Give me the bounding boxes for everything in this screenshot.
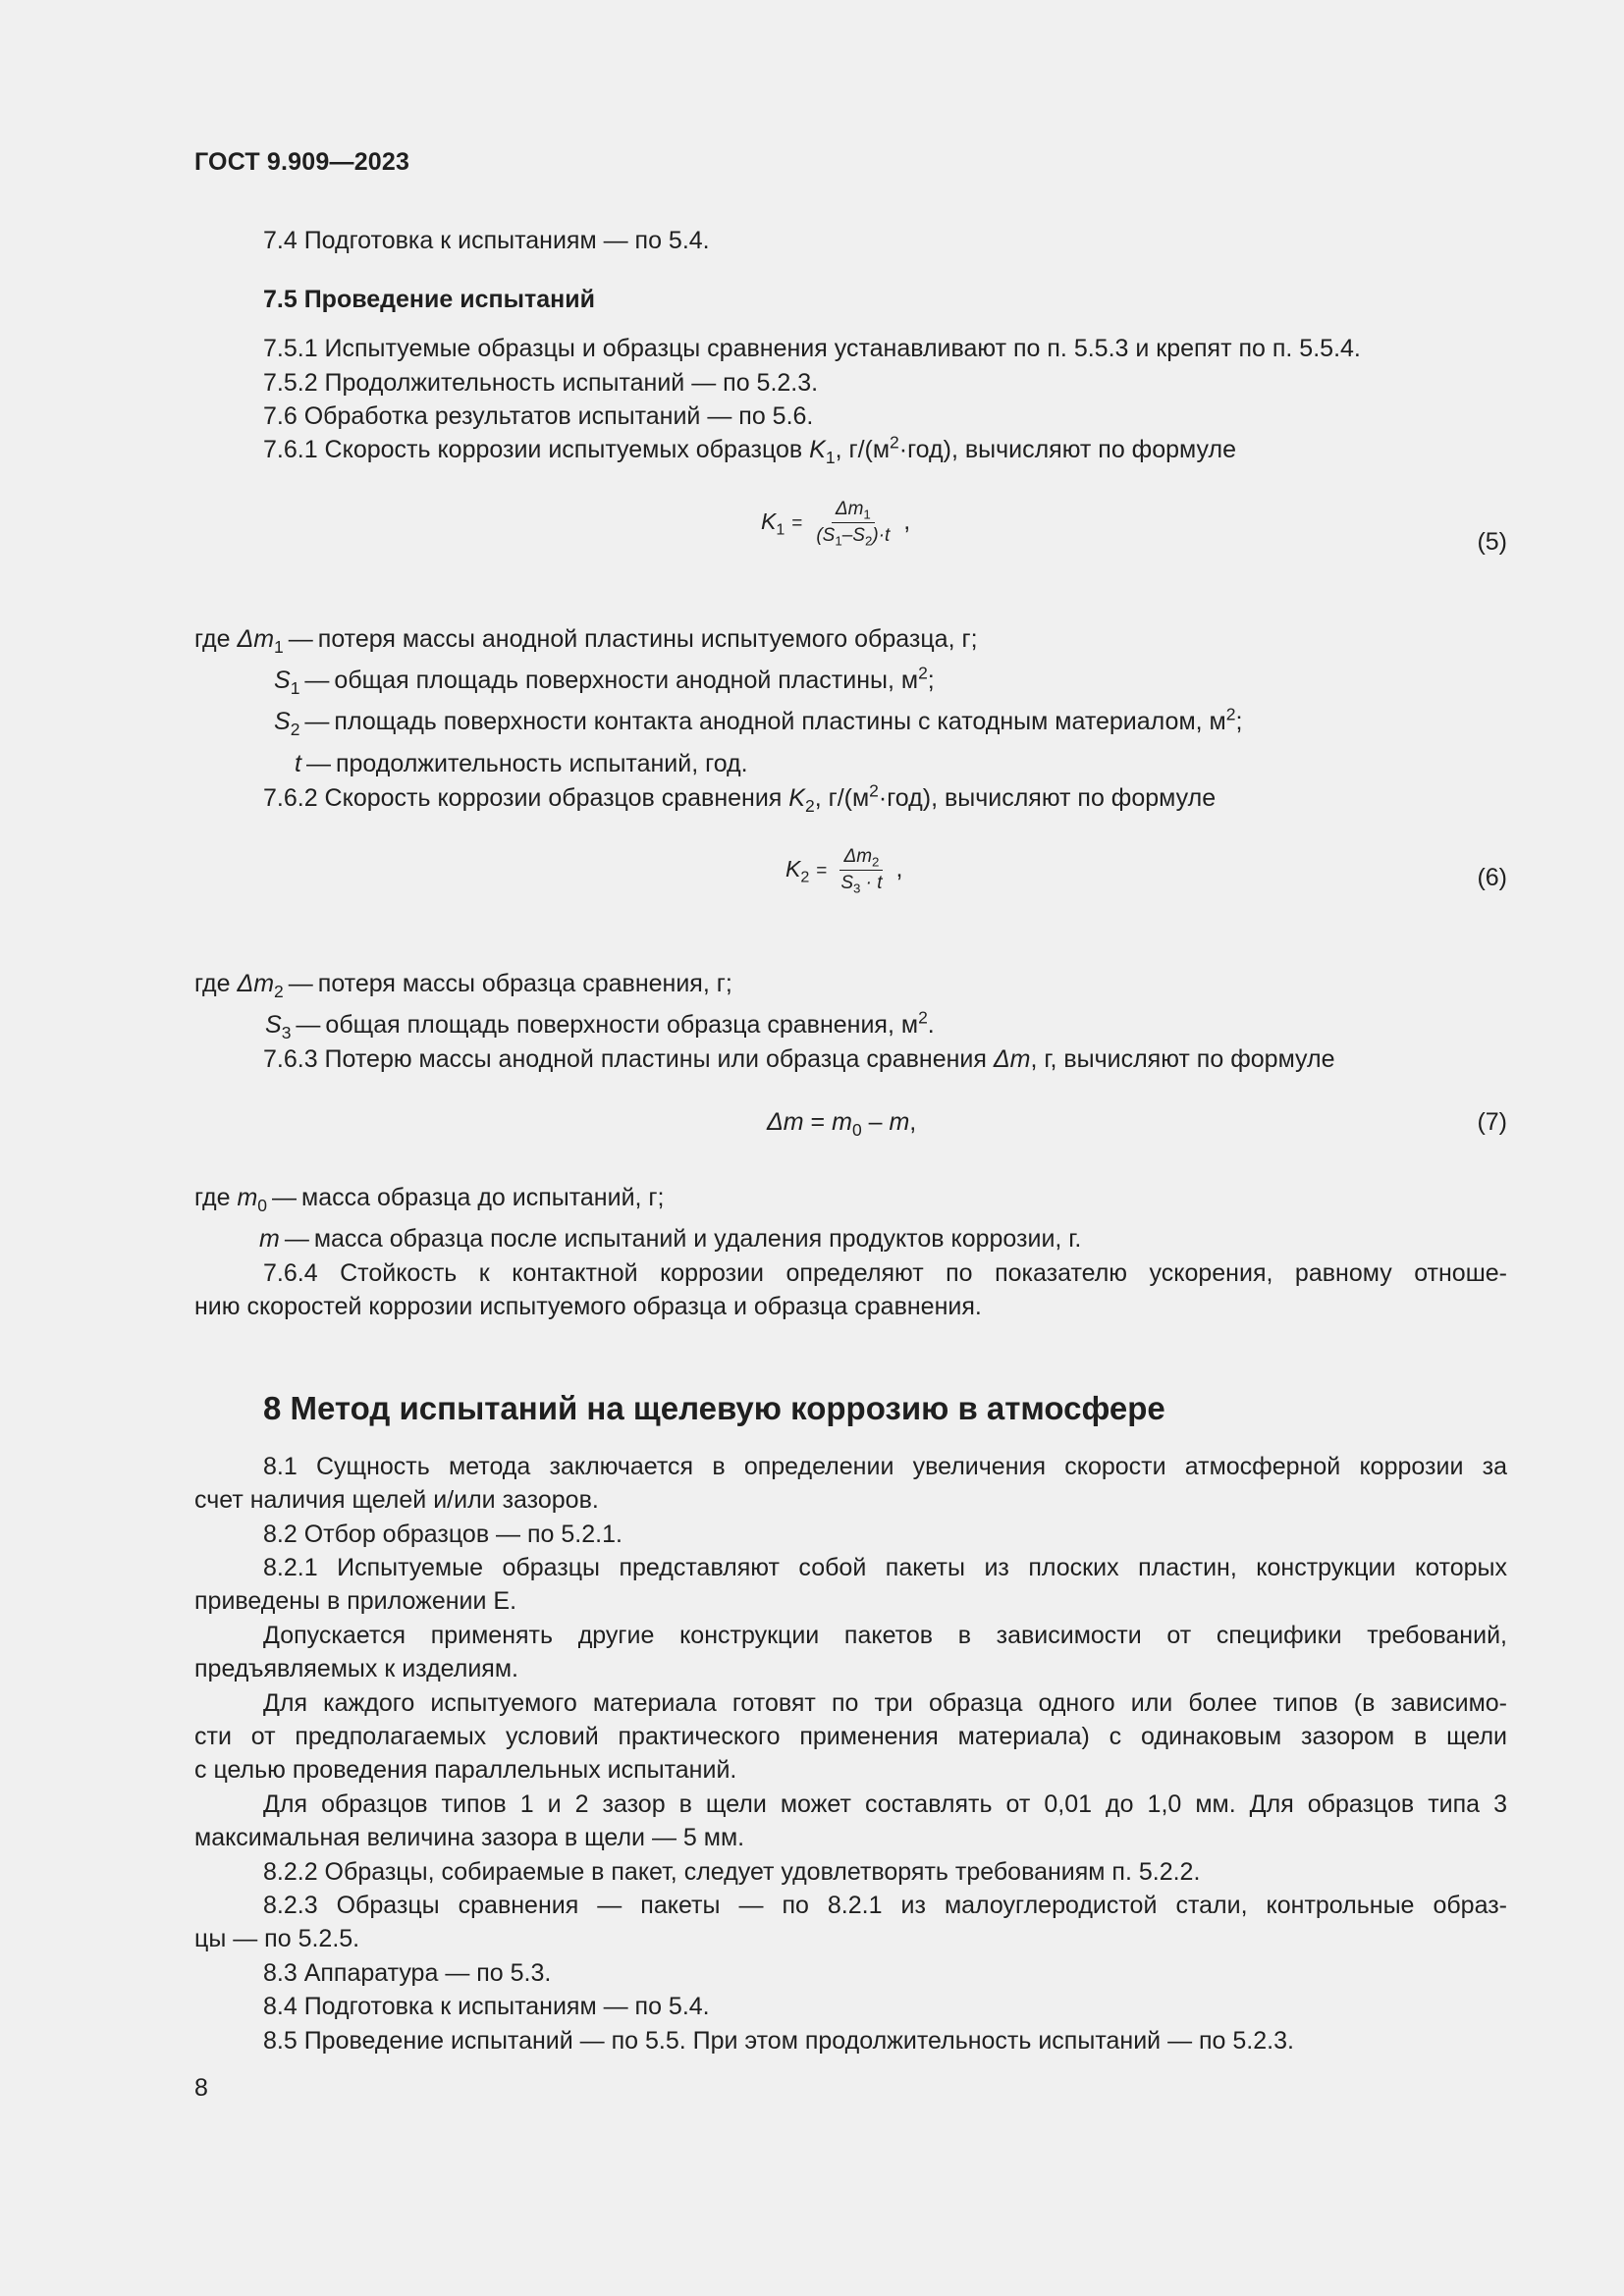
paragraph-each-line3: с целью проведения параллельных испытаний. [194, 1756, 737, 1784]
paragraph-7-5-2: 7.5.2 Продолжительность испытаний — по 5.2.3. [263, 369, 819, 397]
formula-5-fraction: $\frac{\Delta m_1}{(S_1-S_2)\cdot t}$ [816, 499, 891, 549]
where7-m0: где $m_0$ — масса образца до испытаний, г; [194, 1184, 665, 1216]
equation-number-6: (6) [1477, 864, 1507, 891]
paragraph-8-2-1-line1: 8.2.1 Испытуемые образцы представляют собой пакеты из плоских пластин, конструкции которых [263, 1554, 1507, 1581]
heading-7-5: 7.5 Проведение испытаний [263, 286, 595, 313]
formula-5: $K_1$ = $\frac{\Delta m_1}{(S_1-S_2)\cdot t}$ , [761, 499, 911, 549]
paragraph-7-4: 7.4 Подготовка к испытаниям — по 5.4. [263, 227, 710, 254]
formula-7: $\Delta m = m_0 - m$, [767, 1108, 917, 1141]
page-number: 8 [194, 2074, 208, 2102]
paragraph-7-6-3: 7.6.3 Потерю массы анодной пластины или образца сравнения Δm, г, вычисляют по формуле [263, 1045, 1335, 1073]
formula-6-fraction: $\frac{\Delta m_2}{S_3 \cdot t}$ [840, 846, 883, 896]
paragraph-allow-line2: предъявляемых к изделиям. [194, 1655, 518, 1682]
where6-s3: $S_3$ — общая площадь поверхности образца сравнения, $м^2$. [265, 1007, 935, 1043]
document-code-header: ГОСТ 9.909—2023 [194, 148, 410, 176]
paragraph-types-line1: Для образцов типов 1 и 2 зазор в щели может составлять от 0,01 до 1,0 мм. Для образцов типа 3 [263, 1790, 1507, 1818]
paragraph-8-4: 8.4 Подготовка к испытаниям — по 5.4. [263, 1993, 710, 2020]
where6-delta-m2: где $\Delta m_2$ — потеря массы образца сравнения, г; [194, 970, 732, 1002]
paragraph-7-6-4-line2: нию скоростей коррозии испытуемого образца и образца сравнения. [194, 1293, 982, 1320]
paragraph-types-line2: максимальная величина зазора в щели — 5 мм. [194, 1824, 745, 1851]
formula-6: $K_2$ = $\frac{\Delta m_2}{S_3 \cdot t}$ , [785, 846, 903, 896]
where5-t: t — продолжительность испытаний, год. [295, 750, 748, 777]
paragraph-8-2-2: 8.2.2 Образцы, собираемые в пакет, следует удовлетворять требованиям п. 5.2.2. [263, 1858, 1201, 1886]
paragraph-each-line1: Для каждого испытуемого материала готовят по три образца одного или более типов (в зависимо- [263, 1689, 1507, 1717]
where5-delta-m1: где $\Delta m_1$ — потеря массы анодной пластины испытуемого образца, г; [194, 625, 978, 658]
paragraph-7-6: 7.6 Обработка результатов испытаний — по 5.6. [263, 402, 814, 430]
paragraph-8-3: 8.3 Аппаратура — по 5.3. [263, 1959, 552, 1987]
paragraph-8-5: 8.5 Проведение испытаний — по 5.5. При этом продолжительность испытаний — по 5.2.3. [263, 2027, 1294, 2055]
paragraph-8-2-3-line1: 8.2.3 Образцы сравнения — пакеты — по 8.2.1 из малоуглеродистой стали, контрольные образ- [263, 1892, 1507, 1919]
paragraph-8-2-3-line2: цы — по 5.2.5. [194, 1925, 360, 1952]
paragraph-7-5-1: 7.5.1 Испытуемые образцы и образцы сравнения устанавливают по п. 5.5.3 и крепят по п. 5.5.4. [263, 335, 1361, 362]
where5-s2: $S_2$ — площадь поверхности контакта анодной пластины с катодным материалом, $м^2$; [274, 704, 1243, 740]
paragraph-8-1-line2: счет наличия щелей и/или зазоров. [194, 1486, 599, 1514]
paragraph-8-2-1-line2: приведены в приложении Е. [194, 1587, 517, 1615]
paragraph-7-6-1: 7.6.1 Скорость коррозии испытуемых образцов $K_1$, $г/(м^2\cdot год)$, вычисляют по формуле [263, 432, 1236, 468]
section-8-title: 8 Метод испытаний на щелевую коррозию в атмосфере [263, 1390, 1165, 1426]
where5-s1: $S_1$ — общая площадь поверхности анодной пластины, $м^2$; [274, 663, 935, 699]
equation-number-5: (5) [1477, 528, 1507, 556]
where7-m: m — масса образца после испытаний и удаления продуктов коррозии, г. [259, 1225, 1082, 1253]
paragraph-7-6-2: 7.6.2 Скорость коррозии образцов сравнения $K_2$, $г/(м^2\cdot год)$, вычисляют по формуле [263, 780, 1217, 817]
paragraph-each-line2: сти от предполагаемых условий практического применения материала) с одинаковым зазором в щели [194, 1723, 1507, 1750]
paragraph-8-2: 8.2 Отбор образцов — по 5.2.1. [263, 1521, 623, 1548]
equation-number-7: (7) [1477, 1108, 1507, 1136]
paragraph-8-1-line1: 8.1 Сущность метода заключается в определении увеличения скорости атмосферной коррозии за [263, 1453, 1507, 1480]
paragraph-allow-line1: Допускается применять другие конструкции пакетов в зависимости от специфики требований, [263, 1622, 1507, 1649]
paragraph-7-6-4-line1: 7.6.4 Стойкость к контактной коррозии определяют по показателю ускорения, равному отноше- [263, 1259, 1507, 1287]
